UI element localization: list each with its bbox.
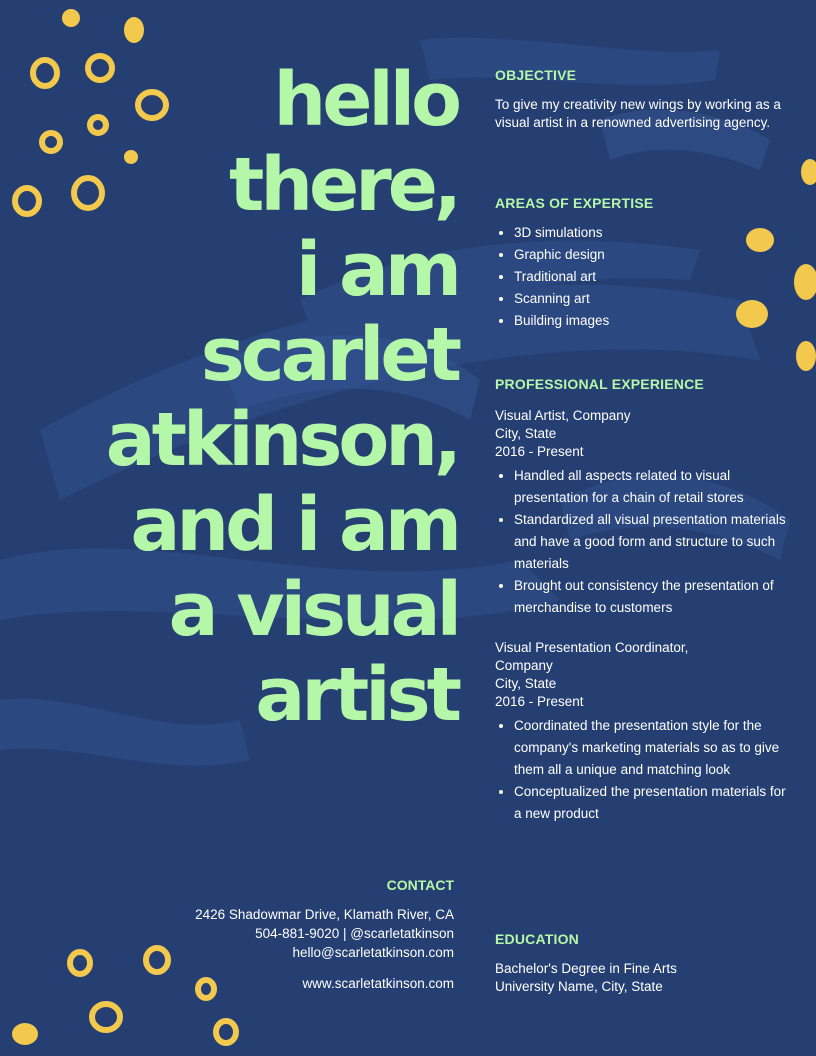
list-item: • Coordinated the presentation style for the company's marketing materials so as to give them all a unique and matching look [514,715,795,781]
list-item: • Brought out consistency the presentation of merchandise to customers [514,575,795,619]
job-location: City, State [495,676,557,691]
dot [801,159,816,185]
hero-line: artist [255,652,458,738]
job-dates: 2016 - Present [495,444,584,459]
dot [12,1023,38,1045]
dot [796,341,816,371]
education-section [495,930,795,996]
list-item: • Conceptualized the presentation materials for a new product [514,781,795,825]
contact-heading: CONTACT [386,877,454,893]
hero-line: i am [295,227,458,313]
hero-line: and i am [130,482,458,568]
expertise-list [495,222,795,332]
job-dates: 2016 - Present [495,694,584,709]
contact-section [134,876,454,993]
hero-line: there, [228,142,458,228]
contact-email[interactable]: hello@scarletatkinson.com [292,945,454,960]
experience-heading: PROFESSIONAL EXPERIENCE [495,376,704,392]
list-item: • Building images [514,310,795,332]
hero-line: atkinson, [105,397,458,483]
objective-text: To give my creativity new wings by working as a visual artist in a renowned advertising agency. [495,97,781,130]
dot [794,264,816,300]
job-title: Visual Artist, Company [495,408,631,423]
education-degree: Bachelor's Degree in Fine Arts [495,961,677,976]
objective-section [495,66,795,132]
expertise-section [495,194,795,332]
dot [70,952,90,974]
hero-line: hello [273,57,458,143]
job-title: Visual Presentation Coordinator, Company [495,640,689,673]
dot [216,1021,236,1043]
dot [62,9,80,27]
contact-website[interactable]: www.scarletatkinson.com [302,976,454,991]
dot [124,17,144,43]
job-location: City, State [495,426,557,441]
job-2 [495,639,795,825]
list-item: • Graphic design [514,244,795,266]
list-item: • Standardized all visual presentation materials and have a good form and structure to such materials [514,509,795,575]
list-item: • Handled all aspects related to visual presentation for a chain of retail stores [514,465,795,509]
objective-heading: OBJECTIVE [495,67,577,83]
list-item: • 3D simulations [514,222,795,244]
job-bullets [495,465,795,619]
list-item: • Scanning art [514,288,795,310]
dot [92,1004,120,1030]
job-1 [495,407,795,619]
experience-section [495,375,795,825]
education-heading: EDUCATION [495,931,579,947]
hero-headline [18,58,458,738]
hero-line: a visual [168,567,458,653]
education-school: University Name, City, State [495,979,663,994]
contact-address: 2426 Shadowmar Drive, Klamath River, CA [195,907,454,922]
contact-phone-social: 504-881-9020 | @scarletatkinson [255,926,454,941]
job-bullets [495,715,795,825]
expertise-heading: AREAS OF EXPERTISE [495,195,654,211]
list-item: • Traditional art [514,266,795,288]
hero-line: scarlet [200,312,458,398]
